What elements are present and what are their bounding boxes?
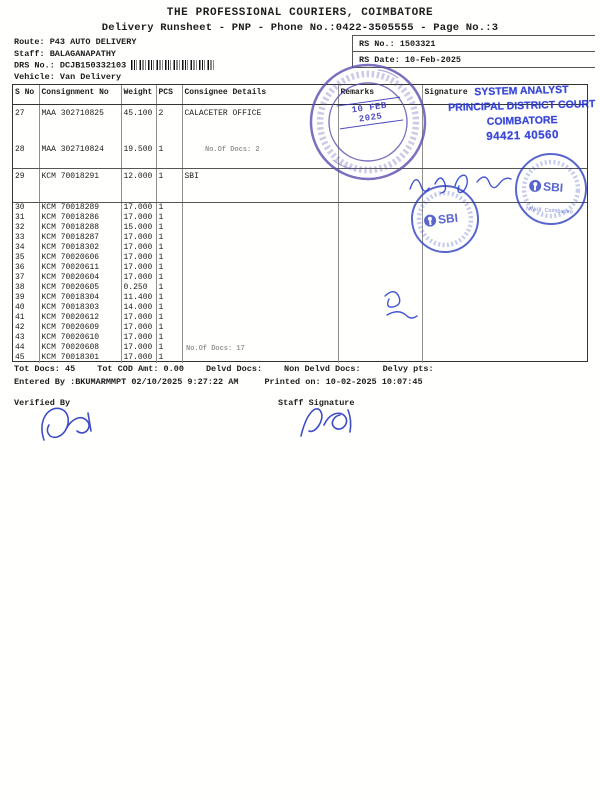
cell-consignee (182, 253, 338, 263)
barcode (131, 60, 216, 70)
analyst-stamp-line: 94421 40560 (486, 129, 560, 143)
staff-signature-label: Staff Signature (278, 398, 355, 408)
cell-sno: 35 (13, 253, 39, 263)
cell-weight: 14.000 (121, 303, 156, 313)
cell-signature (422, 303, 587, 313)
cell-consignee (182, 353, 338, 363)
cell-pcs: 1 (156, 143, 182, 169)
tot-cod-amt: Tot COD Amt: 0.00 (97, 364, 184, 374)
cell-signature (422, 283, 587, 293)
info-block (14, 37, 216, 83)
tot-docs: Tot Docs: 45 (14, 364, 76, 374)
cell-signature (422, 323, 587, 333)
delvy-pts: Delvy pts: (382, 364, 434, 374)
cell-consignment: KCM 70018286 (39, 213, 121, 223)
cell-consignment: KCM 70018301 (39, 353, 121, 363)
cell-signature (422, 253, 587, 263)
cell-weight: 15.000 (121, 223, 156, 233)
cell-consignee (182, 263, 338, 273)
cell-consignment: KCM 70020605 (39, 283, 121, 293)
cell-signature (422, 263, 587, 273)
cell-signature (422, 169, 587, 203)
cell-remarks (338, 333, 422, 343)
cell-sno: 33 (13, 233, 39, 243)
cell-consignee (182, 313, 338, 323)
col-header-weight: Weight (121, 85, 156, 105)
cell-remarks (338, 323, 422, 333)
cell-pcs: 1 (156, 253, 182, 263)
cell-sno: 32 (13, 223, 39, 233)
cell-weight: 45.100 (121, 105, 156, 144)
cell-consignee (182, 323, 338, 333)
cell-weight: 17.000 (121, 233, 156, 243)
drs-field: DRS No.: DCJB150332103 (14, 60, 127, 71)
cell-consignment: KCM 70020608 (39, 343, 121, 353)
cell-signature (422, 223, 587, 233)
cell-consignment: KCM 70020610 (39, 333, 121, 343)
drs-row (14, 60, 216, 72)
table-row (13, 233, 587, 243)
table-row (13, 253, 587, 263)
table-row (13, 343, 587, 353)
analyst-stamp-line: SYSTEM ANALYST (474, 83, 569, 99)
rs-no-field: RS No.: 1503321 (353, 36, 595, 52)
doc-subtitle: Delivery Runsheet - PNP - Phone No.:0422-3505555 - Page No.:3 (101, 22, 499, 34)
cell-pcs: 1 (156, 203, 182, 214)
cell-consignee (182, 223, 338, 233)
cell-remarks (338, 283, 422, 293)
cell-consignment: KCM 70020609 (39, 323, 121, 333)
cell-signature (422, 313, 587, 323)
cell-signature (422, 343, 587, 353)
cell-pcs: 1 (156, 169, 182, 203)
table-row (13, 203, 587, 214)
cell-pcs: 1 (156, 263, 182, 273)
table-row (13, 303, 587, 313)
rs-date-field: RS Date: 10-Feb-2025 (353, 52, 595, 68)
cell-consignment: MAA 302710824 (39, 143, 121, 169)
delvd-docs: Delvd Docs: (205, 364, 263, 374)
table-row (13, 243, 587, 253)
cell-pcs: 1 (156, 303, 182, 313)
cell-consignment: KCM 70018304 (39, 293, 121, 303)
cell-consignee (182, 283, 338, 293)
cell-sno: 41 (13, 313, 39, 323)
cell-weight: 17.000 (121, 313, 156, 323)
cell-sno: 30 (13, 203, 39, 214)
table-row (13, 283, 587, 293)
entered-by: Entered By :BKUMARMMPT 02/10/2025 9:27:22 AM (14, 377, 239, 387)
cell-pcs: 2 (156, 105, 182, 144)
cell-remarks (338, 263, 422, 273)
cell-remarks (338, 143, 422, 169)
cell-pcs: 1 (156, 233, 182, 243)
cell-remarks (338, 353, 422, 363)
cell-consignee: CALACETER OFFICE (182, 105, 338, 144)
cell-consignment: KCM 70018291 (39, 169, 121, 203)
docs-note-group2: No.Of Docs: 17 (186, 345, 245, 353)
cell-sno: 38 (13, 283, 39, 293)
table-row (13, 313, 587, 323)
rs-info-box (352, 35, 595, 68)
cell-sno: 31 (13, 213, 39, 223)
cell-remarks (338, 243, 422, 253)
cell-remarks (338, 253, 422, 263)
cell-pcs: 1 (156, 293, 182, 303)
analyst-stamp-line: PRINCIPAL DISTRICT COURT (448, 98, 596, 114)
cell-pcs: 1 (156, 223, 182, 233)
cell-weight: 17.000 (121, 213, 156, 223)
cell-consignment: KCM 70018289 (39, 203, 121, 214)
cell-sno: 40 (13, 303, 39, 313)
cell-signature (422, 353, 587, 363)
cell-consignee (182, 293, 338, 303)
date-stamp: 10 FEB 2025 (337, 97, 404, 130)
cell-consignee (182, 233, 338, 243)
cell-sno: 39 (13, 293, 39, 303)
cell-remarks (338, 223, 422, 233)
cell-weight: 17.000 (121, 253, 156, 263)
cell-sno: 36 (13, 263, 39, 273)
cell-sno: 45 (13, 353, 39, 363)
system-analyst-stamp (445, 82, 599, 146)
cell-signature (422, 213, 587, 223)
cell-pcs: 1 (156, 273, 182, 283)
cell-remarks (338, 313, 422, 323)
table-row (13, 223, 587, 233)
doc-title: THE PROFESSIONAL COURIERS, COIMBATORE (166, 7, 434, 19)
col-header-remarks: Remarks (338, 85, 422, 105)
cell-consignee (182, 243, 338, 253)
cell-consignment: MAA 302710825 (39, 105, 121, 144)
col-header-consignee: Consignee Details (182, 85, 338, 105)
table-row (13, 169, 587, 203)
cell-consignment: KCM 70020606 (39, 253, 121, 263)
cell-sno: 42 (13, 323, 39, 333)
cell-pcs: 1 (156, 213, 182, 223)
cell-weight: 19.500 (121, 143, 156, 169)
col-header-sno: S No (13, 85, 39, 105)
cell-weight: 17.000 (121, 263, 156, 273)
cell-sno: 37 (13, 273, 39, 283)
cell-signature (422, 293, 587, 303)
cell-consignee (182, 213, 338, 223)
cell-signature (422, 143, 587, 169)
cell-weight: 11.400 (121, 293, 156, 303)
cell-sno: 29 (13, 169, 39, 203)
col-header-signature: Signature (422, 85, 587, 105)
cell-weight: 17.000 (121, 273, 156, 283)
cell-pcs: 1 (156, 333, 182, 343)
cell-consignee (182, 203, 338, 214)
cell-consignment: KCM 70020612 (39, 313, 121, 323)
cell-consignment: KCM 70018303 (39, 303, 121, 313)
cell-weight: 17.000 (121, 203, 156, 214)
cell-remarks (338, 233, 422, 243)
cell-sno: 43 (13, 333, 39, 343)
cell-consignment: KCM 70018302 (39, 243, 121, 253)
svg-text:SBI: SBI (542, 179, 564, 195)
totals-line (14, 364, 434, 374)
cell-signature (422, 203, 587, 214)
table-row (13, 263, 587, 273)
cell-weight: 17.000 (121, 353, 156, 363)
cell-signature (422, 233, 587, 243)
table-row (13, 293, 587, 303)
cell-pcs: 1 (156, 353, 182, 363)
cell-remarks (338, 293, 422, 303)
docs-note-group1: No.Of Docs: 2 (205, 146, 260, 154)
cell-consignment: KCM 70020611 (39, 263, 121, 273)
cell-sno: 27 (13, 105, 39, 144)
col-header-consignment: Consignment No (39, 85, 121, 105)
table-row (13, 213, 587, 223)
table-row (13, 353, 587, 363)
staff-field: Staff: BALAGANAPATHY (14, 48, 117, 59)
cell-pcs: 1 (156, 243, 182, 253)
col-header-pcs: PCS (156, 85, 182, 105)
svg-text:NW-III, Coimbatore: NW-III, Coimbatore (525, 206, 574, 216)
cell-consignee (182, 273, 338, 283)
cell-weight: 17.000 (121, 333, 156, 343)
route-field: Route: P43 AUTO DELIVERY (14, 37, 137, 47)
cell-remarks (338, 213, 422, 223)
cell-consignment: KCM 70020604 (39, 273, 121, 283)
cell-signature (422, 273, 587, 283)
cell-consignee: SBI (182, 169, 338, 203)
cell-weight: 12.000 (121, 169, 156, 203)
analyst-stamp-line: COIMBATORE (486, 114, 558, 128)
cell-sno: 44 (13, 343, 39, 353)
cell-consignee (182, 333, 338, 343)
table-row (13, 143, 587, 169)
cell-consignment: KCM 70018288 (39, 223, 121, 233)
cell-sno: 28 (13, 143, 39, 169)
cell-remarks (338, 343, 422, 353)
cell-signature (422, 243, 587, 253)
cell-remarks (338, 273, 422, 283)
cell-weight: 0.250 (121, 283, 156, 293)
verified-by-label: Verified By (14, 398, 71, 408)
cell-pcs: 1 (156, 313, 182, 323)
vehicle-field: Vehicle: Van Delivery (14, 71, 122, 82)
cell-pcs: 1 (156, 283, 182, 293)
cell-pcs: 1 (156, 343, 182, 353)
cell-consignee (182, 303, 338, 313)
svg-text:SBI: SBI (437, 210, 459, 227)
cell-weight: 17.000 (121, 323, 156, 333)
cell-consignment: KCM 70018287 (39, 233, 121, 243)
entered-line (14, 377, 423, 387)
printed-on: Printed on: 10-02-2025 10:07:45 (264, 377, 423, 387)
table-row (13, 273, 587, 283)
non-delvd-docs: Non Delvd Docs: (284, 364, 361, 374)
cell-sno: 34 (13, 243, 39, 253)
table-row (13, 333, 587, 343)
cell-remarks (338, 303, 422, 313)
cell-remarks (338, 169, 422, 203)
cell-remarks (338, 203, 422, 214)
table-row (13, 323, 587, 333)
cell-pcs: 1 (156, 323, 182, 333)
cell-weight: 17.000 (121, 243, 156, 253)
cell-weight: 17.000 (121, 343, 156, 353)
cell-signature (422, 333, 587, 343)
